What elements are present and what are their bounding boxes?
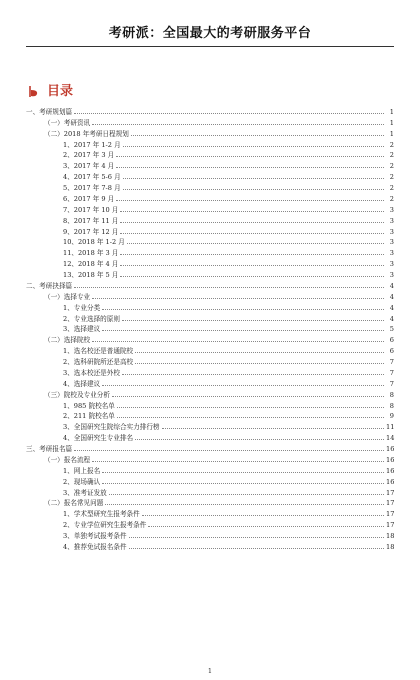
toc-entry[interactable]: [26, 497, 394, 508]
toc-entry-label: 1、网上报名: [63, 466, 101, 475]
toc-leader-dots: [135, 352, 384, 353]
toc-entry-label: 11、2018 年 3 月: [63, 249, 119, 258]
toc-entry-page: 8: [389, 390, 394, 399]
toc-leader-dots: [74, 113, 384, 114]
toc-entry-page: 4: [389, 314, 394, 323]
toc-entry-page: 1: [389, 129, 394, 138]
toc-entry-page: 3: [389, 249, 394, 258]
toc-entry-page: 4: [389, 281, 394, 290]
toc-entry[interactable]: [26, 507, 394, 518]
toc-entry-page: 16: [386, 466, 395, 475]
toc-entry[interactable]: [26, 149, 394, 160]
toc-leader-dots: [122, 320, 384, 321]
toc-entry-label: 2、专业选择的原则: [63, 314, 120, 323]
toc-entry-page: 1: [389, 107, 394, 116]
toc-entry-label: 10、2018 年 1-2 月: [63, 238, 125, 247]
toc-leader-dots: [123, 189, 384, 190]
toc-entry-page: 4: [389, 292, 394, 301]
toc-entry[interactable]: [26, 105, 394, 116]
toc-entry-page: 9: [389, 412, 394, 421]
toc-entry[interactable]: [26, 257, 394, 268]
toc-leader-dots: [117, 407, 384, 408]
toc-entry-page: 3: [389, 238, 394, 247]
toc-leader-dots: [135, 439, 384, 440]
toc-heading: [28, 80, 73, 98]
toc-leader-dots: [105, 504, 384, 505]
toc-entry-label: 2、选科研院所还是高校: [63, 358, 134, 366]
toc-entry-label: 5、2017 年 7-8 月: [63, 184, 121, 192]
toc-leader-dots: [102, 309, 384, 310]
toc-leader-dots: [131, 135, 384, 136]
toc-leader-dots: [122, 374, 384, 375]
toc-entry-label: 2、211 院校名单: [63, 412, 115, 421]
toc-entry-page: 3: [389, 227, 394, 236]
toc-entry-page: 3: [389, 205, 394, 214]
toc-entry[interactable]: [26, 518, 394, 529]
toc-entry-label: （一）考研资讯: [44, 118, 91, 127]
toc-entry-page: 18: [386, 532, 395, 540]
toc-entry-label: （二）报名常见问题: [44, 499, 104, 508]
toc-entry-page: 2: [389, 184, 394, 192]
toc-entry-page: 17: [386, 499, 395, 508]
toc-entry-page: 16: [386, 477, 395, 486]
toc-entry-page: 16: [386, 445, 395, 453]
toc-entry-page: 2: [389, 173, 394, 182]
toc-leader-dots: [123, 178, 384, 179]
toc-list: [26, 105, 394, 551]
toc-entry-page: 8: [389, 401, 394, 410]
toc-leader-dots: [129, 537, 384, 538]
toc-entry-label: 4、全国研究生专业排名: [63, 434, 134, 443]
toc-entry-page: 4: [389, 303, 394, 312]
toc-entry-label: 3、全国研究生院综合实力排行榜: [63, 423, 160, 432]
toc-entry-label: 4、选择建议: [63, 379, 101, 388]
toc-entry-label: 1、2017 年 1-2 月: [63, 140, 121, 149]
red-bullet-icon: [28, 83, 39, 96]
toc-leader-dots: [116, 156, 384, 157]
toc-leader-dots: [120, 265, 384, 266]
page-number: 1: [207, 667, 213, 675]
toc-entry[interactable]: [26, 399, 394, 410]
toc-entry-label: 4、推荐免试报名条件: [63, 542, 127, 551]
toc-entry-label: 1、选名校还是普通院校: [63, 347, 134, 356]
toc-entry[interactable]: [26, 540, 394, 551]
toc-entry-label: 6、2017 年 9 月: [63, 194, 115, 203]
toc-entry-page: 18: [386, 542, 395, 551]
toc-entry-label: 2、2017 年 3 月: [63, 151, 115, 160]
toc-entry-page: 3: [389, 216, 394, 225]
toc-leader-dots: [102, 483, 384, 484]
toc-entry[interactable]: [26, 333, 394, 344]
toc-leader-dots: [112, 396, 384, 397]
toc-leader-dots: [127, 243, 384, 244]
toc-leader-dots: [148, 526, 384, 527]
toc-entry-page: 17: [386, 521, 395, 530]
toc-entry-label: 二、考研抉择篇: [26, 281, 73, 290]
toc-entry[interactable]: [26, 159, 394, 170]
toc-entry-page: 2: [389, 140, 394, 149]
toc-entry-label: 9、2017 年 12 月: [63, 227, 119, 236]
toc-entry-label: 1、学术型研究生报考条件: [63, 510, 140, 519]
toc-entry-page: 5: [389, 325, 394, 334]
toc-leader-dots: [74, 287, 384, 288]
toc-entry-label: （三）院校及专业分析: [44, 390, 110, 399]
toc-entry[interactable]: [26, 355, 394, 366]
toc-entry[interactable]: [26, 290, 394, 301]
toc-leader-dots: [109, 494, 384, 495]
toc-leader-dots: [120, 233, 384, 234]
toc-entry-label: 1、专业分类: [63, 303, 101, 312]
toc-leader-dots: [116, 200, 384, 201]
toc-entry[interactable]: [26, 453, 394, 464]
toc-entry[interactable]: [26, 225, 394, 236]
toc-entry-label: 4、2017 年 5-6 月: [63, 173, 121, 182]
toc-entry[interactable]: [26, 268, 394, 279]
toc-entry[interactable]: [26, 442, 394, 453]
toc-entry-page: 17: [386, 510, 395, 519]
toc-entry-label: 7、2017 年 10 月: [63, 205, 119, 214]
toc-entry-page: 6: [389, 347, 394, 356]
toc-entry-page: 7: [389, 379, 394, 388]
toc-entry[interactable]: [26, 475, 394, 486]
toc-entry-label: （二）选择院校: [44, 336, 91, 345]
toc-leader-dots: [116, 167, 384, 168]
toc-entry[interactable]: [26, 203, 394, 214]
toc-entry-label: 3、准考证发放: [63, 488, 107, 497]
toc-entry-label: 2、专业学位研究生报考条件: [63, 521, 147, 530]
toc-entry[interactable]: [26, 377, 394, 388]
toc-entry[interactable]: [26, 236, 394, 247]
toc-leader-dots: [120, 254, 384, 255]
toc-leader-dots: [74, 450, 384, 451]
toc-leader-dots: [135, 363, 384, 364]
toc-leader-dots: [117, 417, 384, 418]
toc-entry[interactable]: [26, 464, 394, 475]
toc-leader-dots: [123, 146, 384, 147]
toc-entry[interactable]: [26, 366, 394, 377]
toc-entry-label: 1、985 院校名单: [63, 401, 115, 410]
toc-entry[interactable]: [26, 388, 394, 399]
toc-leader-dots: [142, 515, 384, 516]
toc-leader-dots: [120, 211, 384, 212]
toc-entry-page: 11: [386, 423, 395, 432]
toc-entry[interactable]: [26, 344, 394, 355]
toc-entry[interactable]: [26, 127, 394, 138]
toc-entry[interactable]: [26, 138, 394, 149]
toc-entry[interactable]: [26, 486, 394, 497]
toc-leader-dots: [102, 330, 384, 331]
toc-leader-dots: [120, 222, 384, 223]
toc-entry-label: 12、2018 年 4 月: [63, 260, 119, 269]
page-header: [0, 0, 420, 48]
toc-entry[interactable]: [26, 410, 394, 421]
toc-entry[interactable]: [26, 279, 394, 290]
toc-entry-page: 17: [386, 488, 395, 497]
toc-entry[interactable]: [26, 116, 394, 127]
toc-entry-page: 2: [389, 162, 394, 171]
header-title: 考研派：全国最大的考研服务平台: [108, 26, 312, 41]
toc-entry-label: （一）报名流程: [44, 455, 91, 464]
toc-entry-page: 3: [389, 260, 394, 269]
toc-entry-label: （二）2018 年考研日程规划: [44, 129, 129, 138]
toc-entry[interactable]: [26, 312, 394, 323]
toc-entry[interactable]: [26, 246, 394, 257]
toc-entry-label: 8、2017 年 11 月: [63, 216, 119, 225]
toc-entry-label: 一、考研规划篇: [26, 107, 73, 116]
toc-leader-dots: [92, 298, 384, 299]
toc-entry[interactable]: [26, 214, 394, 225]
toc-leader-dots: [162, 428, 384, 429]
toc-entry[interactable]: [26, 192, 394, 203]
toc-entry[interactable]: [26, 431, 394, 442]
toc-entry[interactable]: [26, 301, 394, 312]
toc-entry-label: 3、选本校还是外校: [63, 368, 120, 377]
toc-entry-page: 3: [389, 271, 394, 279]
toc-entry-page: 6: [389, 336, 394, 345]
toc-leader-dots: [102, 472, 384, 473]
toc-entry-label: 3、2017 年 4 月: [63, 162, 115, 171]
toc-leader-dots: [92, 124, 384, 125]
toc-leader-dots: [92, 461, 384, 462]
toc-entry-page: 2: [389, 194, 394, 203]
toc-entry-label: 13、2018 年 5 月: [63, 271, 119, 279]
toc-leader-dots: [129, 548, 384, 549]
toc-entry[interactable]: [26, 181, 394, 192]
toc-leader-dots: [92, 341, 384, 342]
toc-entry[interactable]: [26, 529, 394, 540]
toc-entry[interactable]: [26, 170, 394, 181]
toc-leader-dots: [120, 276, 384, 277]
toc-entry-label: 三、考研报名篇: [26, 445, 73, 453]
toc-title: 目录: [47, 83, 74, 99]
toc-entry-page: 7: [389, 358, 394, 366]
toc-entry-page: 16: [386, 455, 395, 464]
toc-entry-label: 3、选择建议: [63, 325, 101, 334]
toc-entry[interactable]: [26, 323, 394, 334]
toc-entry[interactable]: [26, 420, 394, 431]
toc-entry-page: 1: [389, 118, 394, 127]
toc-entry-label: （一）选择专业: [44, 292, 91, 301]
toc-entry-page: 14: [386, 434, 395, 443]
toc-entry-page: 2: [389, 151, 394, 160]
header-divider: [26, 46, 394, 47]
toc-entry-label: 3、单独考试报考条件: [63, 532, 127, 540]
toc-entry-label: 2、现场确认: [63, 477, 101, 486]
toc-entry-page: 7: [389, 368, 394, 377]
toc-leader-dots: [102, 385, 384, 386]
